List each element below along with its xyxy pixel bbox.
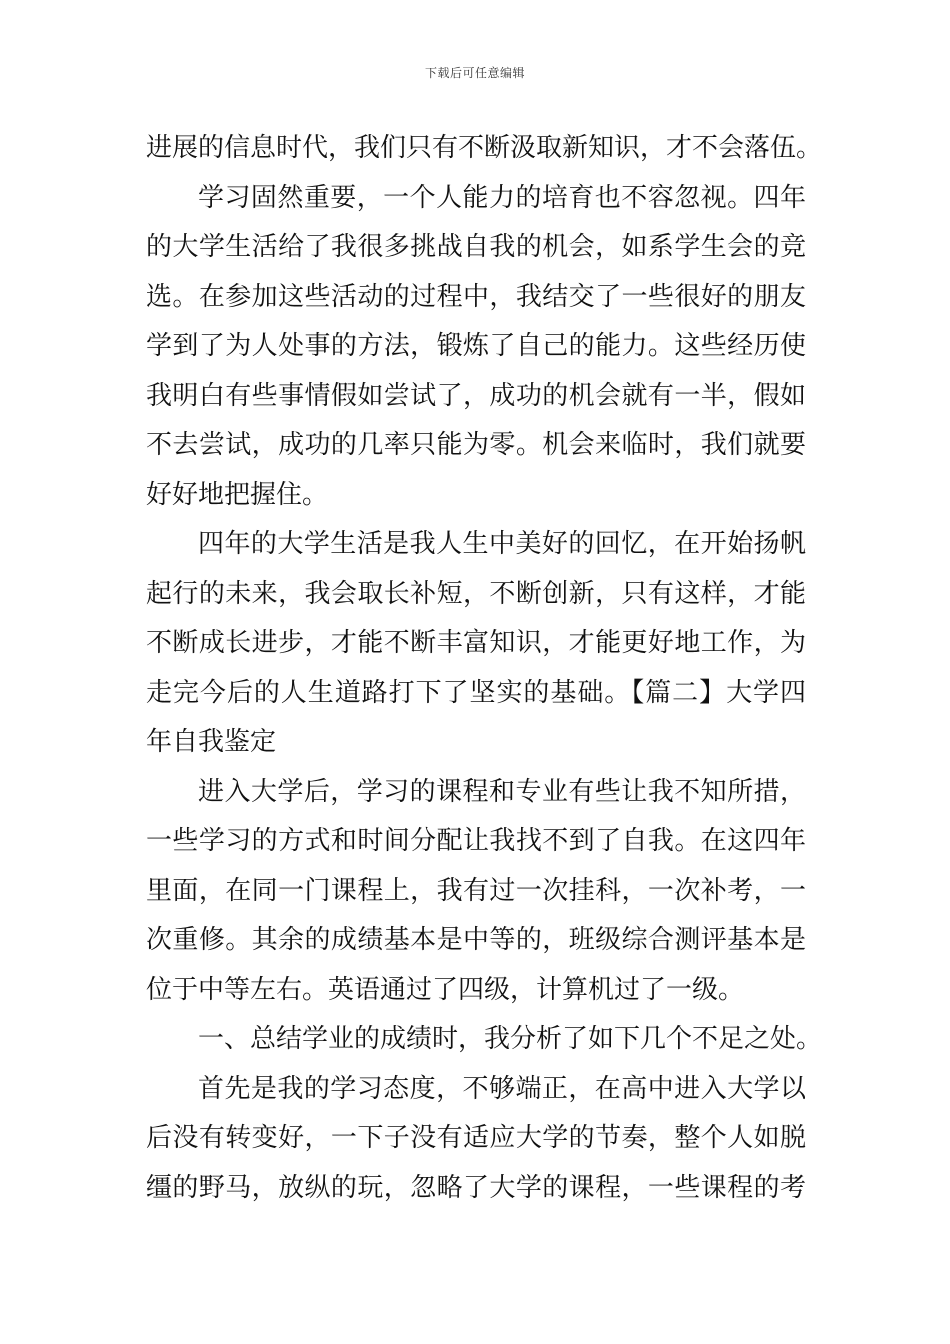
text-line: 进入大学后，学习的课程和专业有些让我不知所措， bbox=[198, 776, 806, 807]
text-line: 一些学习的方式和时间分配让我找不到了自我。在这四年 bbox=[146, 826, 806, 856]
text-line: 次重修。其余的成绩基本是中等的，班级综合测评基本是 bbox=[146, 925, 806, 955]
text-line: 学习固然重要，一个人能力的培育也不容忽视。四年 bbox=[198, 182, 806, 213]
text-line: 首先是我的学习态度，不够端正，在高中进入大学以 bbox=[198, 1073, 806, 1104]
text-line: 的大学生活给了我很多挑战自我的机会，如系学生会的竞 bbox=[146, 232, 806, 262]
text-line: 里面，在同一门课程上，我有过一次挂科，一次补考，一 bbox=[146, 875, 806, 906]
text-line: 选。在参加这些活动的过程中，我结交了一些很好的朋友 bbox=[146, 281, 806, 312]
text-line: 进展的信息时代，我们只有不断汲取新知识，才不会落伍。 bbox=[146, 133, 823, 163]
text-line: 我明白有些事情假如尝试了，成功的机会就有一半，假如 bbox=[146, 380, 806, 411]
text-line: 一、总结学业的成绩时，我分析了如下几个不足之处。 bbox=[198, 1024, 823, 1054]
text-line: 四年的大学生活是我人生中美好的回忆，在开始扬帆 bbox=[198, 529, 806, 559]
text-line: 缰的野马，放纵的玩，忽略了大学的课程，一些课程的考 bbox=[146, 1172, 806, 1203]
text-line: 起行的未来，我会取长补短，不断创新，只有这样，才能 bbox=[146, 578, 806, 609]
document-body bbox=[146, 124, 823, 1213]
text-line: 走完今后的人生道路打下了坚实的基础。【篇二】大学四 bbox=[146, 677, 806, 708]
text-line: 不去尝试，成功的几率只能为零。机会来临时，我们就要 bbox=[146, 430, 806, 460]
text-line: 好好地把握住。 bbox=[146, 479, 329, 510]
text-line: 位于中等左右。英语通过了四级，计算机过了一级。 bbox=[146, 974, 745, 1005]
text-line: 不断成长进步，才能不断丰富知识，才能更好地工作，为 bbox=[146, 628, 806, 658]
text-line: 后没有转变好，一下子没有适应大学的节奏，整个人如脱 bbox=[146, 1123, 806, 1153]
text-line: 年自我鉴定 bbox=[146, 727, 277, 757]
page-header: 下载后可任意编辑 bbox=[424, 66, 525, 80]
text-line: 学到了为人处事的方法，锻炼了自己的能力。这些经历使 bbox=[146, 331, 806, 361]
